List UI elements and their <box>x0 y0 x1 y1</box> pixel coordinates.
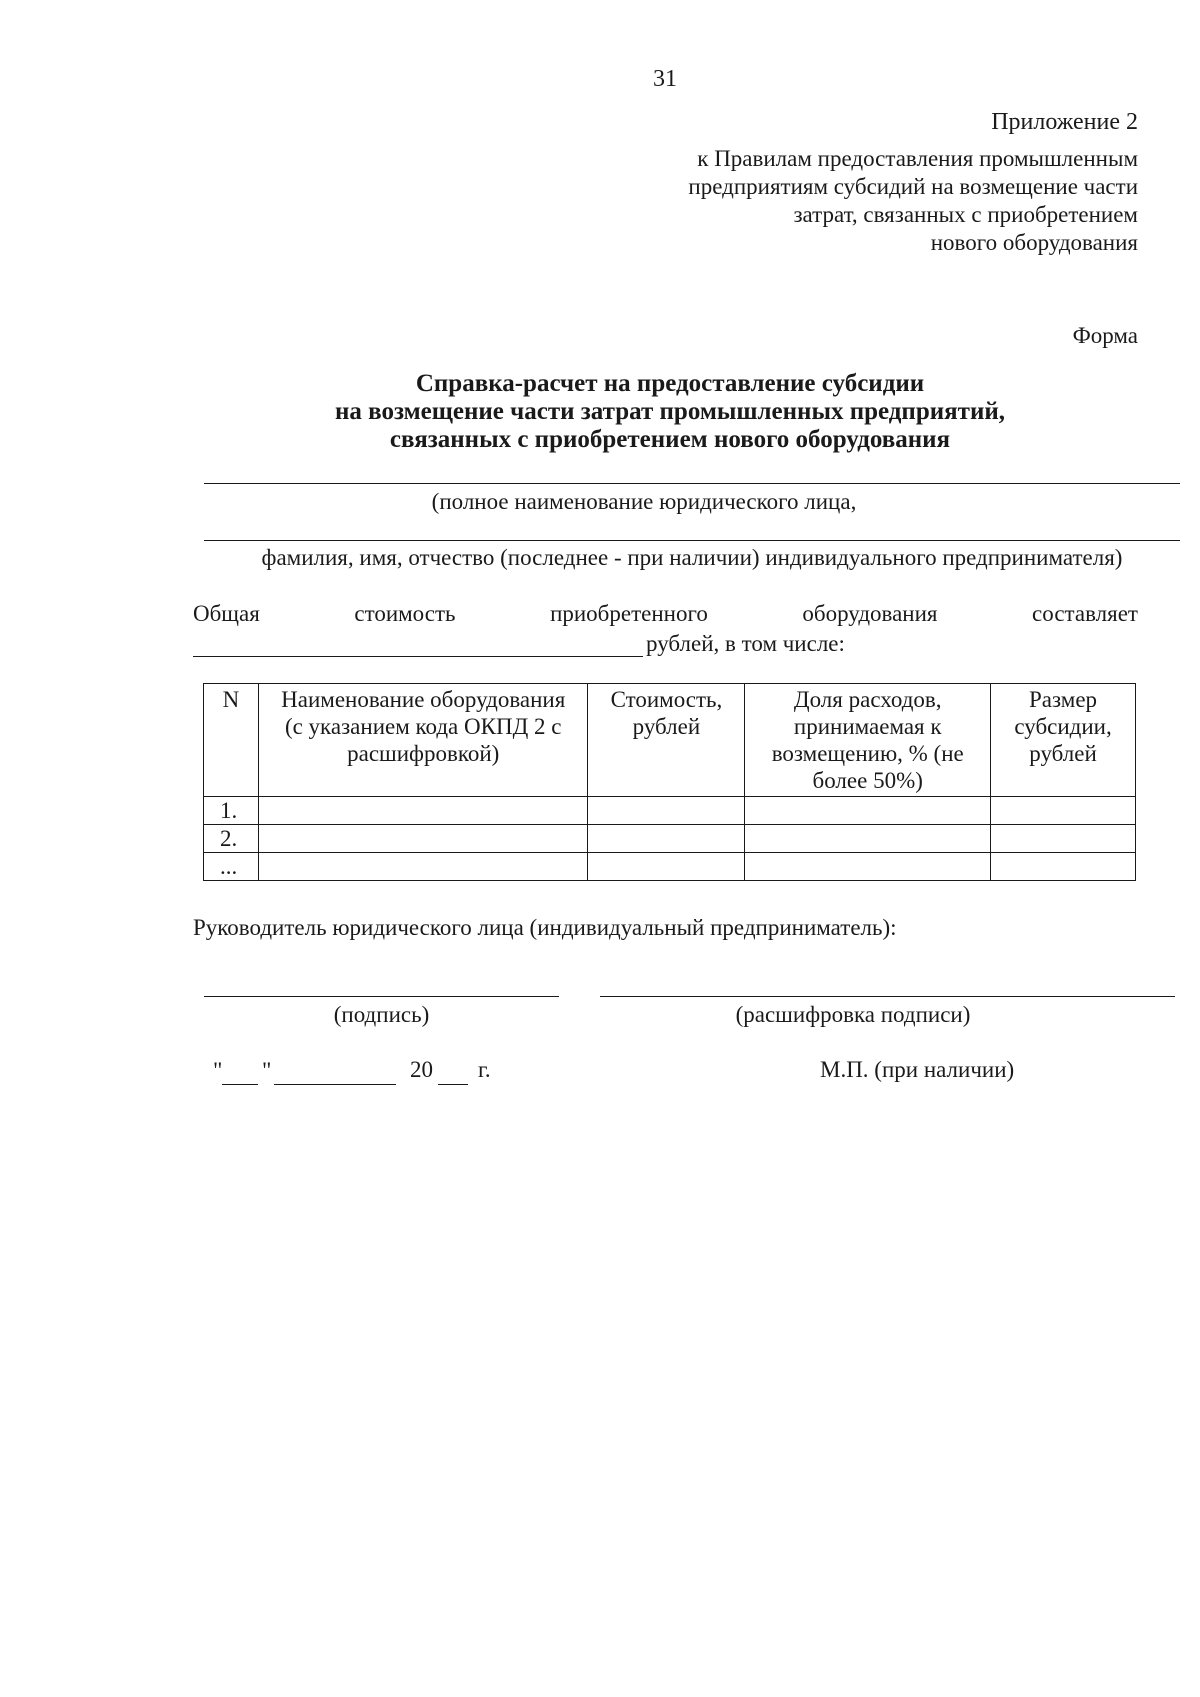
date-year-blank[interactable] <box>438 1084 468 1085</box>
signature-line[interactable] <box>204 996 559 997</box>
cost-word: стоимость <box>354 601 456 626</box>
date-quote-open: " <box>213 1058 223 1083</box>
header-subsidy: Размер субсидии, рублей <box>991 684 1136 797</box>
entity-caption-1: (полное наименование юридического лица, <box>431 489 857 514</box>
cell-cost[interactable] <box>588 797 745 825</box>
cell-subsidy[interactable] <box>991 853 1136 881</box>
total-cost-sentence <box>193 601 1138 627</box>
row-number: 1. <box>204 797 259 825</box>
cell-equipment-name[interactable] <box>258 825 588 853</box>
table-row <box>204 797 1136 825</box>
signature-decode-caption: (расшифровка подписи) <box>735 1002 971 1027</box>
title-line: на возмещение части затрат промышленных предприятий, <box>334 398 1006 425</box>
head-label: Руководитель юридического лица (индивидуальный предприниматель): <box>193 915 897 940</box>
row-number: 2. <box>204 825 259 853</box>
date-quote-close: " <box>262 1058 272 1083</box>
header-share: Доля расходов, принимаемая к возмещению, % (не более 50%) <box>745 684 991 797</box>
cell-share[interactable] <box>745 797 991 825</box>
date-year-suffix: г. <box>478 1057 491 1082</box>
header-number: N <box>204 684 259 797</box>
equipment-table <box>203 683 1136 881</box>
entity-caption-2: фамилия, имя, отчество (последнее - при наличии) индивидуального предпринимателя) <box>261 545 1123 570</box>
cost-suffix: рублей, в том числе: <box>646 631 845 656</box>
date-month-blank[interactable] <box>274 1084 396 1085</box>
page-number: 31 <box>653 66 677 92</box>
date-day-blank[interactable] <box>222 1084 258 1085</box>
appendix-label: Приложение 2 <box>991 109 1138 135</box>
cost-word: Общая <box>193 601 260 626</box>
cell-subsidy[interactable] <box>991 825 1136 853</box>
cell-share[interactable] <box>745 853 991 881</box>
appendix-ref-line: затрат, связанных с приобретением <box>793 202 1138 227</box>
entity-name-line-1[interactable] <box>204 483 1180 484</box>
cell-subsidy[interactable] <box>991 797 1136 825</box>
entity-name-line-2[interactable] <box>204 540 1180 541</box>
table-row <box>204 825 1136 853</box>
stamp-label: М.П. (при наличии) <box>820 1057 1015 1082</box>
document-title <box>270 370 1070 454</box>
appendix-ref-line: нового оборудования <box>930 230 1138 255</box>
table-header-row <box>204 684 1136 797</box>
header-cost: Стоимость, рублей <box>588 684 745 797</box>
form-label: Форма <box>1072 323 1138 348</box>
signature-caption: (подпись) <box>333 1002 430 1027</box>
title-line: Справка-расчет на предоставление субсидии <box>415 370 925 397</box>
title-line: связанных с приобретением нового оборудования <box>389 426 951 453</box>
cell-cost[interactable] <box>588 853 745 881</box>
header-equipment-name: Наименование оборудования (с указанием кода ОКПД 2 с расшифровкой) <box>258 684 588 797</box>
cost-word: приобретенного <box>550 601 708 626</box>
total-cost-blank[interactable] <box>193 656 643 657</box>
cell-cost[interactable] <box>588 825 745 853</box>
appendix-ref-line: предприятиям субсидий на возмещение части <box>688 174 1138 199</box>
cell-equipment-name[interactable] <box>258 797 588 825</box>
signature-decode-line[interactable] <box>600 996 1175 997</box>
appendix-reference <box>578 145 1138 257</box>
cost-word: оборудования <box>802 601 938 626</box>
date-year-prefix: 20 <box>410 1057 433 1082</box>
table-row <box>204 853 1136 881</box>
appendix-ref-line: к Правилам предоставления промышленным <box>697 146 1138 171</box>
cell-share[interactable] <box>745 825 991 853</box>
row-number: ... <box>204 853 259 881</box>
cell-equipment-name[interactable] <box>258 853 588 881</box>
cost-word: составляет <box>1032 601 1138 626</box>
